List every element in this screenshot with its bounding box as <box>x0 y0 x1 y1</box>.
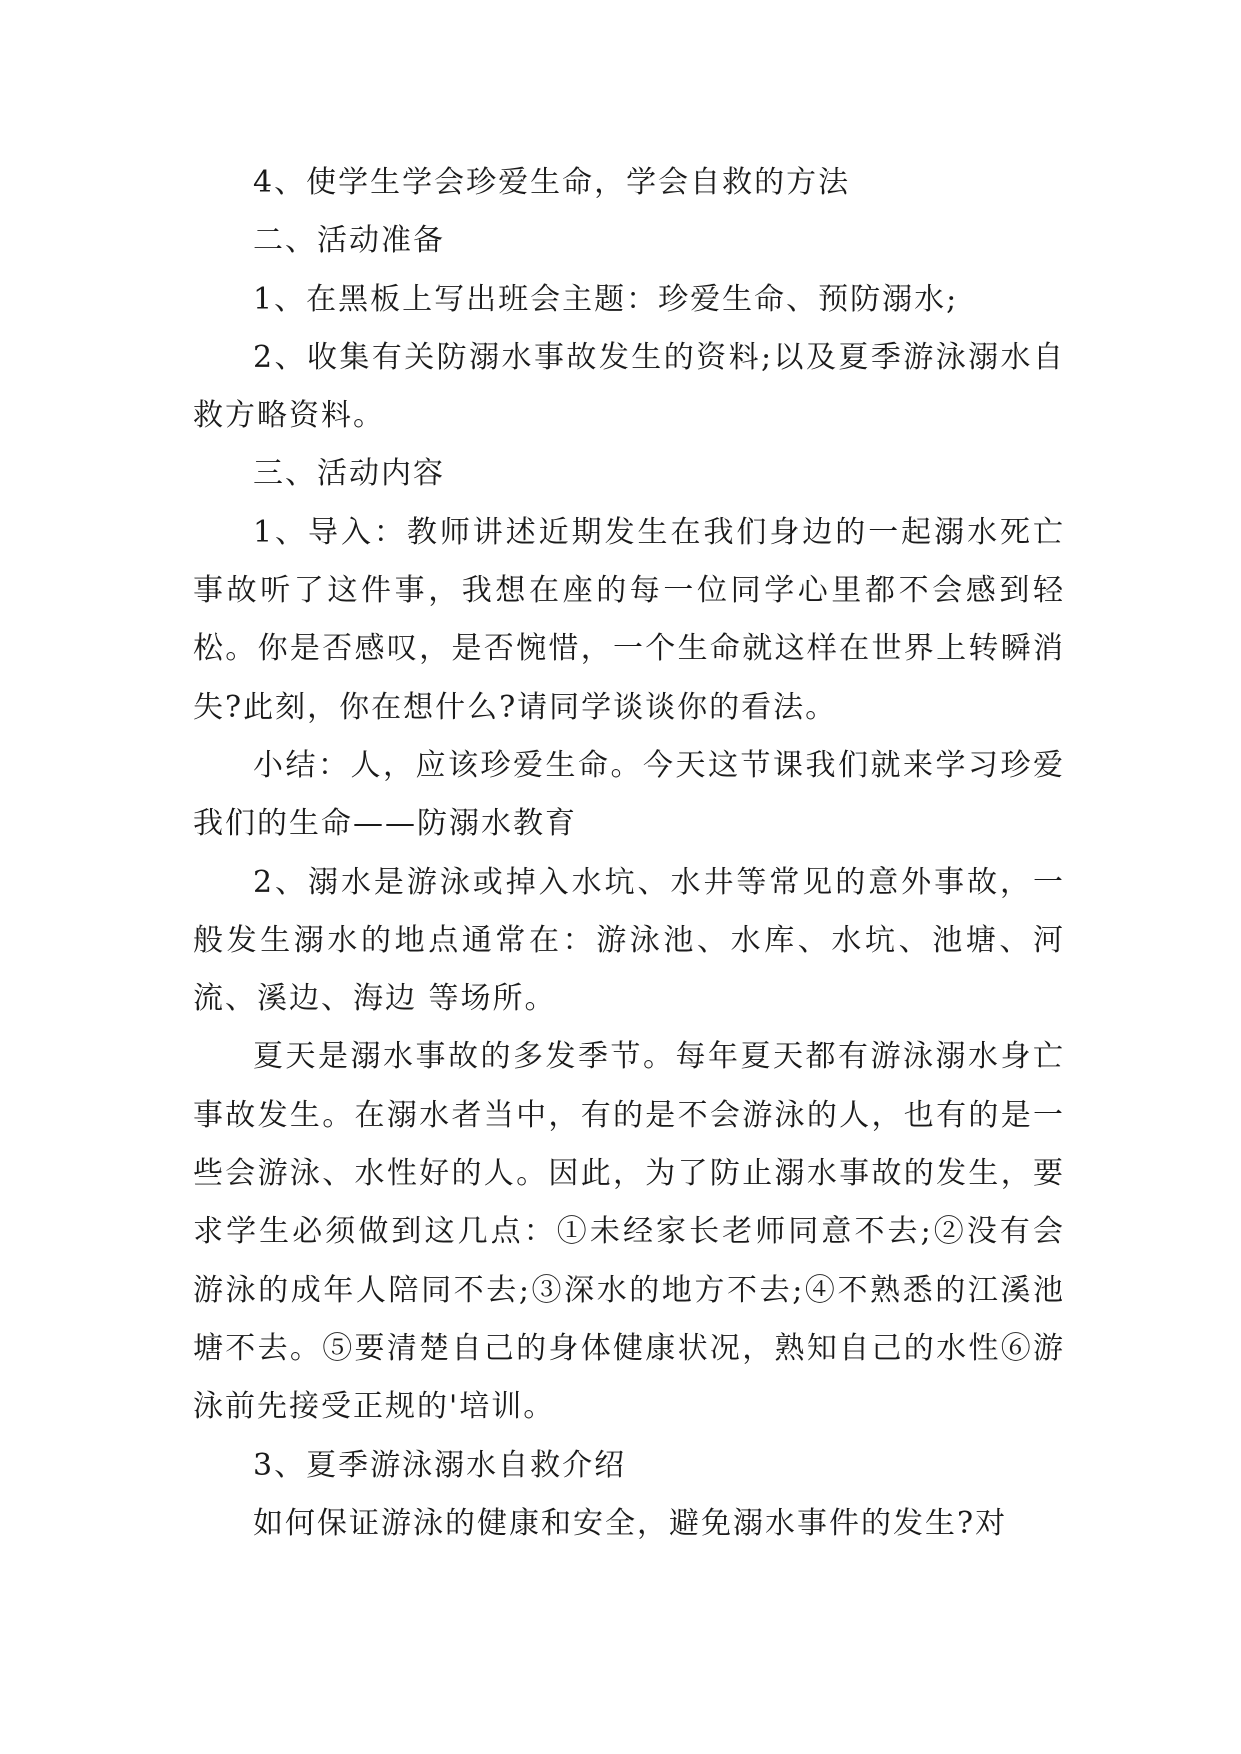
heading-activity-preparation: 二、活动准备 <box>253 223 445 259</box>
paragraph-safety-question: 如何保证游泳的健康和安全，避免溺水事件的发生?对 <box>253 1505 1008 1541</box>
paragraph-introduction: 1、导入：教师讲述近期发生在我们身边的一起溺水死亡事故听了这件事，我想在座的每一位同学心里都不会感到轻松。你是否感叹，是否惋惜，一个生命就这样在世界上转瞬消失?此刻，你在想什么?请同学谈谈你的看法。 <box>193 514 1065 725</box>
heading-activity-content: 三、活动内容 <box>253 456 445 492</box>
paragraph-objective-4: 4、使学生学会珍爱生命，学会自救的方法 <box>253 165 851 200</box>
paragraph-preparation-1: 1、在黑板上写出班会主题：珍爱生命、预防溺水; <box>253 281 959 317</box>
heading-self-rescue-intro: 3、夏季游泳溺水自救介绍 <box>253 1447 627 1483</box>
paragraph-summer-safety-rules: 夏天是溺水事故的多发季节。每年夏天都有游泳溺水身亡 事故发生。在溺水者当中，有的是不会游泳的人，也有的是一些会游泳、水性好的人。因此，为了防止溺水事故的发生，要求学生必须做到这几点：①未经家长老师同意不去;②没有会游泳的成年人陪同不去;③深水的地方不去;④不熟悉的江溪池塘不去。⑤要清楚自己的身体健康状况，熟知自己的水性⑥游泳前先接受正规的'培训。 <box>193 1039 1065 1425</box>
paragraph-summary: 小结：人，应该珍爱生命。今天这节课我们就来学习珍爱我们的生命——防溺水教育 <box>193 747 1065 842</box>
document-body <box>193 154 1065 1553</box>
paragraph-preparation-2: 2、收集有关防溺水事故发生的资料;以及夏季游泳溺水自救方略资料。 <box>193 339 1065 434</box>
paragraph-drowning-locations: 2、溺水是游泳或掉入水坑、水井等常见的意外事故，一般发生溺水的地点通常在：游泳池、水库、水坑、池塘、河流、溪边、海边 等场所。 <box>193 864 1065 1017</box>
